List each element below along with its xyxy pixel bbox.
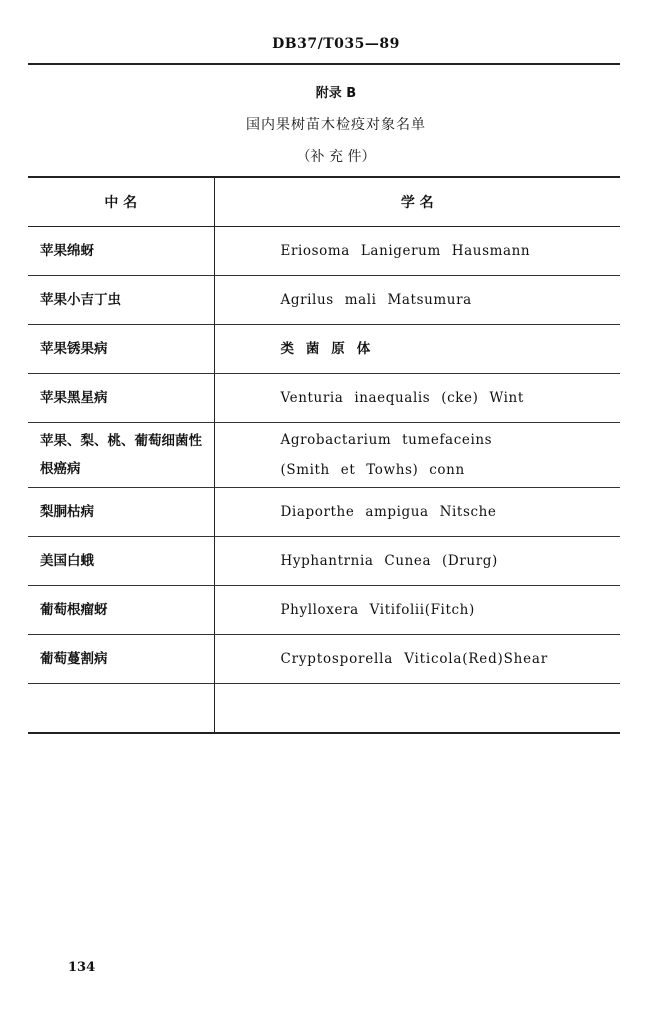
table-row: [28, 374, 620, 423]
appendix-subtitle: （补 充 件）: [296, 149, 376, 165]
table-row: [28, 537, 620, 586]
table-row: [28, 423, 620, 488]
chinese-name-cell: 美国白蛾: [28, 537, 214, 586]
quarantine-table-container: [28, 176, 620, 734]
appendix-title: 国内果树苗木检疫对象名单: [246, 117, 426, 133]
chinese-name-cell: 苹果锈果病: [28, 325, 214, 374]
scientific-name-cell: Agrilus mali Matsumura: [214, 276, 620, 325]
scientific-name-cell: Eriosoma Lanigerum Hausmann: [214, 227, 620, 276]
chinese-name-cell: 梨胴枯病: [28, 488, 214, 537]
chinese-name-cell: 葡萄蔓割病: [28, 635, 214, 684]
page-number: 134: [68, 960, 96, 975]
header-rule: [28, 63, 620, 65]
scientific-name-cell: Hyphantrnia Cunea (Drurg): [214, 537, 620, 586]
column-header-chinese-name: 中 名: [28, 177, 214, 227]
scientific-name-cell: Cryptosporella Viticola(Red)Shear: [214, 635, 620, 684]
column-header-scientific-name: 学 名: [214, 177, 620, 227]
table-header-row: [28, 177, 620, 227]
table-row: [28, 635, 620, 684]
scientific-name-cell: [214, 684, 620, 733]
table-row: [28, 227, 620, 276]
chinese-name-cell: 苹果小吉丁虫: [28, 276, 214, 325]
scientific-name-cell: Phylloxera Vitifolii(Fitch): [214, 586, 620, 635]
table-row: [28, 276, 620, 325]
scientific-name-cell: Venturia inaequalis (cke) Wint: [214, 374, 620, 423]
scientific-name-cell: Diaporthe ampigua Nitsche: [214, 488, 620, 537]
table-row: [28, 325, 620, 374]
table-row-empty: [28, 684, 620, 733]
chinese-name-cell: 葡萄根瘤蚜: [28, 586, 214, 635]
table-row: [28, 488, 620, 537]
chinese-name-cell: 苹果、梨、桃、葡萄细菌性根癌病: [28, 423, 214, 488]
chinese-name-cell: 苹果绵蚜: [28, 227, 214, 276]
scientific-name-cell: 类 菌 原 体: [214, 325, 620, 374]
quarantine-table: [28, 176, 620, 734]
scientific-name-cell: Agrobactarium tumefaceins (Smith et Towhs) conn: [214, 423, 620, 488]
document-code: DB37/T035—89: [272, 36, 400, 52]
table-row: [28, 586, 620, 635]
chinese-name-cell: [28, 684, 214, 733]
appendix-label: 附录 B: [315, 86, 357, 101]
chinese-name-cell: 苹果黑星病: [28, 374, 214, 423]
